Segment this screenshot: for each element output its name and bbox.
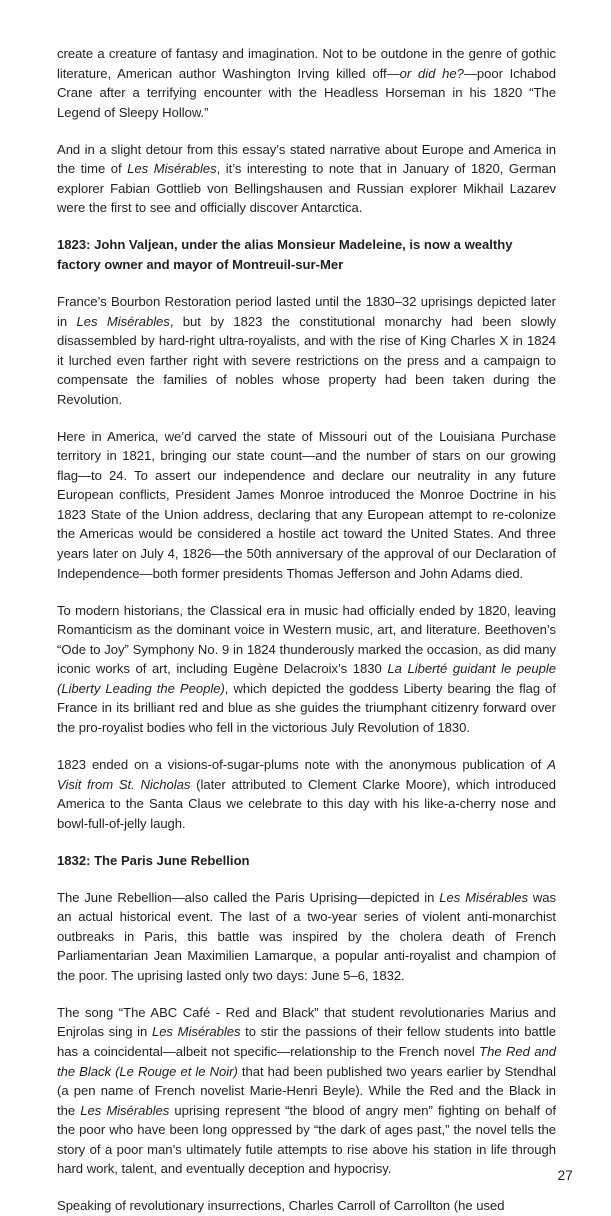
text-run: , which depicted the goddess Liberty bearing the flag of France in its brilliant red and blue as she guides the triumphant citizenry forward over the pro-royalist bodies who fell in the victorious July Revolution of 1830. xyxy=(57,680,556,735)
paragraph-june-rebellion-history xyxy=(57,888,556,986)
italic-run: Les Misérables xyxy=(151,1024,241,1040)
text-run: to stir the passions of their fellow students into battle has a coincidental—albeit not specific—relationship to the French novel xyxy=(57,1024,556,1060)
text-run: uprising represent “the blood of angry men” fighting on behalf of the poor who have been long oppressed by “the dark of ages past,” the novel tells the story of a poor man’s ultimately futile attempts to rise above his station in life through hard work, talent, and eventually deception and hypocrisy. xyxy=(57,1102,556,1177)
text-run: , it’s interesting to note that in January of 1820, German explorer Fabian Gottlieb von Bellingshausen and Russian explorer Mikhail Lazarev were the first to see and officially discover Antarctica. xyxy=(57,161,556,216)
text-run: —poor Ichabod Crane after a terrifying encounter with the Headless Horseman in his 1820 “The Legend of Sleepy Hollow.” xyxy=(57,65,556,120)
page-body-text xyxy=(57,44,556,1216)
heading-1823-valjean xyxy=(57,235,556,274)
text-run: The June Rebellion—also called the Paris Uprising—depicted in xyxy=(57,889,440,905)
text-run: 1832: The Paris June Rebellion xyxy=(57,852,250,868)
page-number: 27 xyxy=(557,1167,573,1183)
text-run: France’s Bourbon Restoration period lasted until the 1830–32 uprisings depicted later in xyxy=(57,293,556,329)
text-run: (later attributed to Clement Clarke Moore), which introduced America to the Santa Claus we celebrate to this day with his like-a-cherry nose and bowl-full-of-jelly laugh. xyxy=(57,776,556,831)
text-run: was an actual historical event. The last of a two-year series of violent anti-monarchist outbreaks in Paris, this battle was inspired by the cholera death of French Parliamentarian Jean Maximilien Lamarque, a popular anti-royalist and champion of the poor. The uprising lasted only two days: June 5–6, 1832. xyxy=(57,889,556,983)
italic-run: The Red and the Black (Le Rouge et le Noir) xyxy=(57,1044,556,1079)
paragraph-bourbon-restoration xyxy=(57,292,556,409)
paragraph-missouri-monroe-doctrine xyxy=(57,427,556,583)
paragraph-charles-carroll-carrollton xyxy=(57,1196,556,1216)
paragraph-visit-from-st-nicholas xyxy=(57,755,556,833)
paragraph-gothic-literature xyxy=(57,44,556,122)
text-run: And in a slight detour from this essay’s stated narrative about Europe and America in the time of xyxy=(57,141,556,177)
paragraph-antarctica-detour xyxy=(57,140,556,218)
text-run: create a creature of fantasy and imagination. Not to be outdone in the genre of gothic literature, American author Washington Irving killed off— xyxy=(57,46,556,81)
italic-run: or did he? xyxy=(399,65,464,81)
italic-run: Les Misérables xyxy=(439,889,528,905)
text-run: Here in America, we’d carved the state of Missouri out of the Louisiana Purchase territory in 1821, bringing our state count—and the number of stars on our growing flag—to 24. To assert our independence and declare our neutrality in any future European conflicts, President James Monroe introduced the Monroe Doctrine in his 1823 State of the Union address, declaring that any European attempt to re-colonize the Americas would be considered a hostile act toward the United States. And three years later on July 4, 1826—the 50th anniversary of the approval of our Declaration of Independence—both former presidents Thomas Jefferson and John Adams died. xyxy=(57,428,556,581)
text-run: The song “The ABC Café - Red and Black” that student revolutionaries Marius and Enjrolas sing in xyxy=(57,1004,556,1040)
italic-run: Les Misérables xyxy=(80,1102,170,1118)
paragraph-abc-cafe-red-and-black xyxy=(57,1003,556,1179)
text-run: To modern historians, the Classical era in music had officially ended by 1820, leaving Romanticism as the dominant voice in Western music, art, and literature. Beethoven’s “Ode to Joy” Symphony No. 9 in 1824 thunderously marked the occasion, as did many iconic works of art, including Eugène Delacroix’s 1830 xyxy=(57,602,556,677)
text-run: 1823: John Valjean, under the alias Monsieur Madeleine, is now a wealthy factory owner and mayor of Montreuil-sur-Mer xyxy=(57,237,513,272)
text-run: that had been published two years earlier by Stendhal (a pen name of French novelist Marie-Henri Beyle). While the Red and the Black in the xyxy=(57,1063,556,1118)
italic-run: Les Misérables xyxy=(76,313,170,329)
heading-1832-paris-june-rebellion xyxy=(57,851,556,871)
text-run: , but by 1823 the constitutional monarchy had been slowly disassembled by hard-right ultra-royalists, and with the rise of King Charles X in 1824 it lurched even farther right with severe restrictions on the press and a campaign to compensate the families of nobles whose property had been taken during the Revolution. xyxy=(57,313,556,407)
text-run: Speaking of revolutionary insurrections, Charles Carroll of Carrollton (he used xyxy=(57,1198,505,1214)
paragraph-classical-era-romanticism xyxy=(57,601,556,738)
italic-run: A Visit from St. Nicholas xyxy=(57,756,556,792)
italic-run: La Liberté guidant le peuple (Liberty Leading the People) xyxy=(57,661,556,696)
italic-run: Les Misérables xyxy=(127,161,217,177)
text-run: 1823 ended on a visions-of-sugar-plums note with the anonymous publication of xyxy=(57,756,548,772)
